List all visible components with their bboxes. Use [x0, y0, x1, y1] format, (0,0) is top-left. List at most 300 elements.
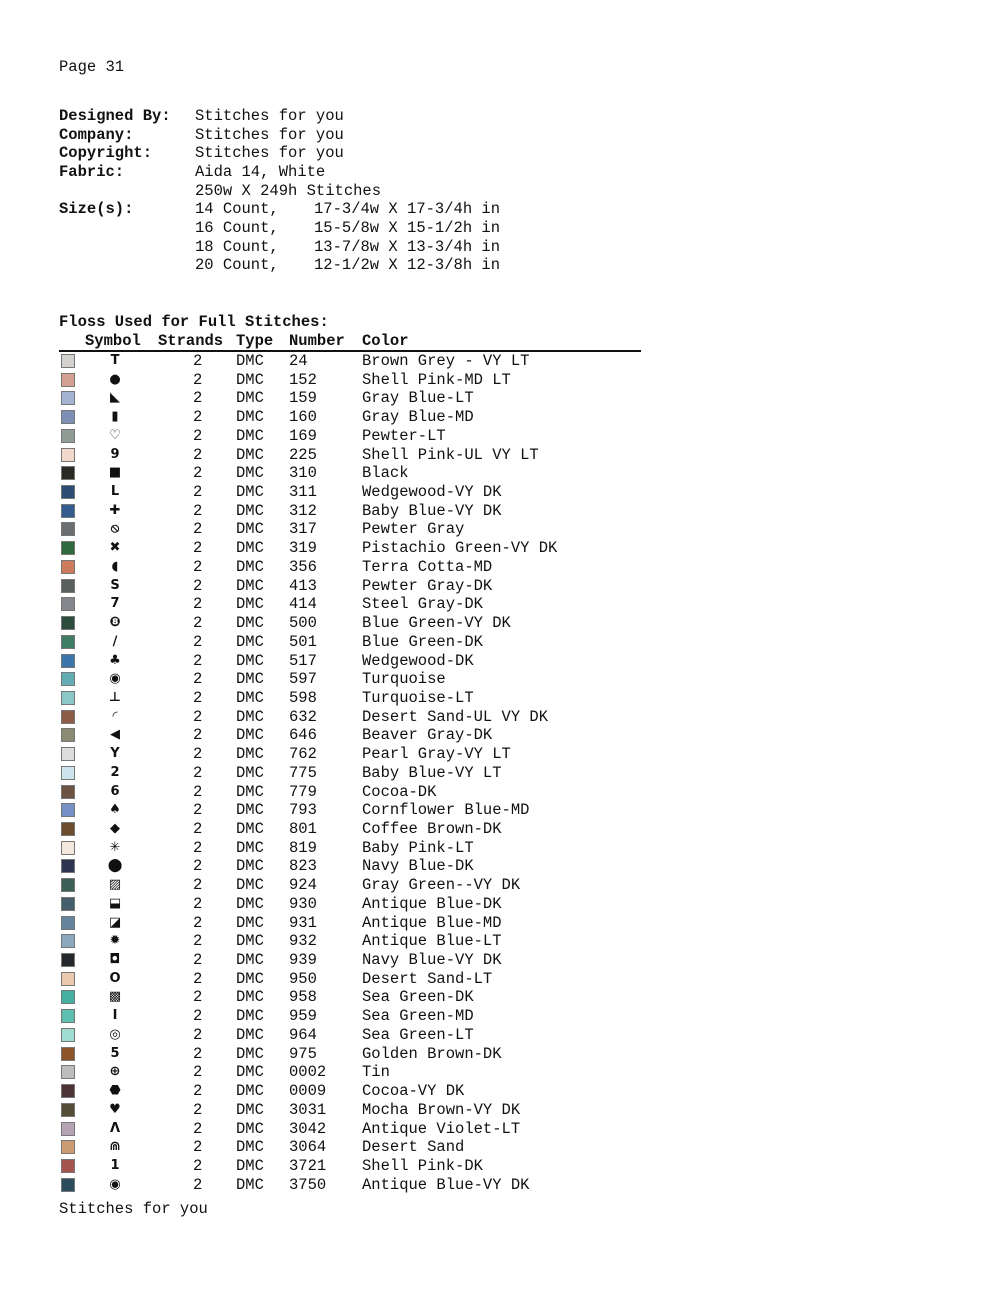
color-name-cell: Antique Blue-MD	[362, 913, 502, 932]
color-name-cell: Coffee Brown-DK	[362, 820, 502, 838]
floss-row	[0, 932, 700, 950]
company-label: Company:	[59, 126, 134, 144]
color-name-cell: Desert Sand-LT	[362, 969, 493, 988]
symbol-glyph: S	[110, 577, 120, 593]
symbol-glyph: L	[110, 484, 120, 500]
footer-text: Stitches for you	[59, 1200, 208, 1218]
number-cell: 0009	[289, 1082, 327, 1101]
color-swatch	[61, 841, 75, 855]
color-name-cell: Gray Blue-MD	[362, 408, 474, 427]
header-strands: Strands	[158, 332, 224, 350]
symbol-glyph: ▮	[111, 409, 119, 425]
symbol-glyph: ∕	[112, 633, 118, 649]
strands-cell: 2	[193, 726, 203, 745]
color-swatch	[61, 822, 75, 836]
symbol-glyph: O	[109, 970, 121, 986]
strands-cell: 2	[193, 820, 203, 838]
number-cell: 311	[289, 483, 317, 502]
symbol-glyph: ◣	[110, 390, 120, 406]
color-swatch	[61, 1028, 75, 1042]
symbol-glyph: ⦸	[110, 521, 120, 537]
size-count: 20 Count,	[195, 256, 279, 274]
number-cell: 779	[289, 782, 317, 801]
number-cell: 413	[289, 576, 317, 595]
type-cell: DMC	[236, 894, 264, 913]
floss-row	[0, 876, 700, 894]
symbol-glyph: 1	[110, 1157, 120, 1173]
type-cell: DMC	[236, 932, 264, 951]
number-cell: 3721	[289, 1156, 327, 1175]
number-cell: 500	[289, 614, 317, 633]
color-swatch	[61, 1047, 75, 1061]
color-name-cell: Pewter Gray	[362, 520, 465, 539]
type-cell: DMC	[236, 352, 264, 370]
color-name-cell: Desert Sand	[362, 1138, 465, 1157]
floss-row	[0, 820, 700, 838]
color-swatch	[61, 1065, 75, 1079]
floss-row	[0, 408, 700, 426]
strands-cell: 2	[193, 1175, 203, 1194]
type-cell: DMC	[236, 408, 264, 427]
floss-row	[0, 783, 700, 801]
symbol-glyph: 2	[110, 764, 120, 780]
color-swatch	[61, 391, 75, 405]
color-swatch	[61, 1103, 75, 1117]
strands-cell: 2	[193, 745, 203, 764]
symbol-glyph: ♣	[109, 652, 121, 668]
color-name-cell: Wedgewood-DK	[362, 651, 474, 670]
symbol-glyph: ♡	[109, 427, 121, 443]
strands-cell: 2	[193, 876, 203, 895]
strands-cell: 2	[193, 688, 203, 707]
color-name-cell: Shell Pink-DK	[362, 1156, 483, 1175]
type-cell: DMC	[236, 632, 264, 651]
designed-by-label: Designed By:	[59, 107, 171, 125]
symbol-glyph: ■	[108, 465, 122, 481]
type-cell: DMC	[236, 1063, 264, 1082]
color-swatch	[61, 728, 75, 742]
color-name-cell: Turquoise	[362, 670, 446, 689]
color-name-cell: Baby Blue-VY LT	[362, 763, 502, 782]
symbol-glyph: ♠	[109, 802, 121, 818]
color-name-cell: Antique Violet-LT	[362, 1119, 521, 1138]
color-swatch	[61, 597, 75, 611]
floss-row	[0, 1157, 700, 1175]
floss-row	[0, 389, 700, 407]
strands-cell: 2	[193, 1063, 203, 1082]
floss-row	[0, 689, 700, 707]
company-value: Stitches for you	[195, 126, 344, 144]
number-cell: 24	[289, 352, 308, 370]
type-cell: DMC	[236, 1025, 264, 1044]
number-cell: 414	[289, 595, 317, 614]
color-name-cell: Pewter-LT	[362, 426, 446, 445]
copyright-value: Stitches for you	[195, 144, 344, 162]
type-cell: DMC	[236, 445, 264, 464]
type-cell: DMC	[236, 1119, 264, 1138]
symbol-glyph: ❽	[109, 615, 121, 631]
type-cell: DMC	[236, 857, 264, 876]
strands-cell: 2	[193, 1044, 203, 1063]
number-cell: 598	[289, 688, 317, 707]
size-count: 18 Count,	[195, 238, 279, 256]
number-cell: 632	[289, 707, 317, 726]
color-name-cell: Blue Green-DK	[362, 632, 483, 651]
color-swatch	[61, 522, 75, 536]
color-swatch	[61, 934, 75, 948]
symbol-glyph: I	[112, 1008, 118, 1024]
color-name-cell: Wedgewood-VY DK	[362, 483, 502, 502]
floss-row	[0, 839, 700, 857]
floss-row	[0, 558, 700, 576]
type-cell: DMC	[236, 820, 264, 838]
type-cell: DMC	[236, 651, 264, 670]
number-cell: 975	[289, 1044, 317, 1063]
color-swatch	[61, 466, 75, 480]
color-swatch	[61, 373, 75, 387]
number-cell: 932	[289, 932, 317, 951]
color-name-cell: Gray Blue-LT	[362, 389, 474, 408]
floss-title: Floss Used for Full Stitches:	[59, 313, 329, 331]
strands-cell: 2	[193, 445, 203, 464]
strands-cell: 2	[193, 988, 203, 1007]
floss-row	[0, 595, 700, 613]
number-cell: 930	[289, 894, 317, 913]
floss-row	[0, 633, 700, 651]
symbol-glyph: ✳	[109, 839, 121, 855]
symbol-glyph: ▩	[108, 989, 122, 1005]
fabric-value: Aida 14, White	[195, 163, 326, 181]
floss-row	[0, 352, 700, 370]
strands-cell: 2	[193, 894, 203, 913]
number-cell: 356	[289, 557, 317, 576]
type-cell: DMC	[236, 1007, 264, 1026]
symbol-glyph: ✹	[109, 933, 121, 949]
number-cell: 819	[289, 838, 317, 857]
floss-row	[0, 857, 700, 875]
floss-row	[0, 614, 700, 632]
symbol-glyph: ▨	[108, 877, 122, 893]
type-cell: DMC	[236, 988, 264, 1007]
color-name-cell: Sea Green-MD	[362, 1007, 474, 1026]
floss-row	[0, 914, 700, 932]
color-swatch	[61, 897, 75, 911]
color-name-cell: Tin	[362, 1063, 390, 1082]
color-name-cell: Pistachio Green-VY DK	[362, 539, 558, 558]
strands-cell: 2	[193, 951, 203, 970]
strands-cell: 2	[193, 539, 203, 558]
number-cell: 924	[289, 876, 317, 895]
strands-cell: 2	[193, 1138, 203, 1157]
strands-cell: 2	[193, 614, 203, 633]
number-cell: 517	[289, 651, 317, 670]
number-cell: 317	[289, 520, 317, 539]
strands-cell: 2	[193, 557, 203, 576]
symbol-glyph: ⊕	[109, 1064, 121, 1080]
floss-row	[0, 1138, 700, 1156]
color-swatch	[61, 654, 75, 668]
type-cell: DMC	[236, 1082, 264, 1101]
symbol-glyph: 9	[110, 446, 120, 462]
strands-cell: 2	[193, 913, 203, 932]
strands-cell: 2	[193, 1100, 203, 1119]
floss-row	[0, 970, 700, 988]
strands-cell: 2	[193, 483, 203, 502]
type-cell: DMC	[236, 426, 264, 445]
number-cell: 3064	[289, 1138, 327, 1157]
strands-cell: 2	[193, 932, 203, 951]
type-cell: DMC	[236, 876, 264, 895]
type-cell: DMC	[236, 389, 264, 408]
color-name-cell: Antique Blue-LT	[362, 932, 502, 951]
type-cell: DMC	[236, 951, 264, 970]
type-cell: DMC	[236, 1044, 264, 1063]
type-cell: DMC	[236, 670, 264, 689]
color-name-cell: Turquoise-LT	[362, 688, 474, 707]
number-cell: 310	[289, 464, 317, 483]
color-swatch	[61, 710, 75, 724]
color-swatch	[61, 878, 75, 892]
symbol-glyph: ◜	[112, 708, 118, 724]
floss-row	[0, 988, 700, 1006]
symbol-glyph: ◆	[110, 821, 120, 836]
floss-row	[0, 371, 700, 389]
color-name-cell: Black	[362, 464, 409, 483]
type-cell: DMC	[236, 688, 264, 707]
symbol-glyph: ◖	[111, 558, 119, 574]
symbol-glyph: ⋒	[109, 1139, 121, 1155]
type-cell: DMC	[236, 838, 264, 857]
strands-cell: 2	[193, 1156, 203, 1175]
color-swatch	[61, 616, 75, 630]
number-cell: 3042	[289, 1119, 327, 1138]
number-cell: 823	[289, 857, 317, 876]
floss-row	[0, 726, 700, 744]
color-swatch	[61, 1159, 75, 1173]
type-cell: DMC	[236, 557, 264, 576]
floss-row	[0, 1045, 700, 1063]
symbol-glyph: ♥	[109, 1101, 121, 1117]
color-swatch	[61, 766, 75, 780]
strands-cell: 2	[193, 651, 203, 670]
number-cell: 775	[289, 763, 317, 782]
strands-cell: 2	[193, 1007, 203, 1026]
strands-cell: 2	[193, 707, 203, 726]
type-cell: DMC	[236, 1100, 264, 1119]
number-cell: 597	[289, 670, 317, 689]
number-cell: 319	[289, 539, 317, 558]
size-dims: 17-3/4w X 17-3/4h in	[314, 200, 501, 218]
color-swatch	[61, 672, 75, 686]
floss-row	[0, 1007, 700, 1025]
type-cell: DMC	[236, 726, 264, 745]
color-name-cell: Cornflower Blue-MD	[362, 801, 530, 820]
symbol-glyph: Ʌ	[109, 1120, 121, 1136]
color-name-cell: Cocoa-VY DK	[362, 1082, 465, 1101]
color-swatch	[61, 429, 75, 443]
color-name-cell: Terra Cotta-MD	[362, 557, 493, 576]
strands-cell: 2	[193, 426, 203, 445]
number-cell: 501	[289, 632, 317, 651]
color-swatch	[61, 504, 75, 518]
floss-row	[0, 520, 700, 538]
symbol-glyph: ◉	[109, 1176, 121, 1192]
color-swatch	[61, 972, 75, 986]
color-swatch	[61, 448, 75, 462]
symbol-glyph: 6	[110, 783, 120, 799]
color-name-cell: Shell Pink-MD LT	[362, 370, 511, 389]
type-cell: DMC	[236, 913, 264, 932]
sizes-label: Size(s):	[59, 200, 134, 218]
floss-row	[0, 1026, 700, 1044]
strands-cell: 2	[193, 1082, 203, 1101]
number-cell: 225	[289, 445, 317, 464]
color-name-cell: Shell Pink-UL VY LT	[362, 445, 539, 464]
floss-row	[0, 502, 700, 520]
color-name-cell: Pearl Gray-VY LT	[362, 745, 511, 764]
strands-cell: 2	[193, 782, 203, 801]
strands-cell: 2	[193, 501, 203, 520]
floss-row	[0, 951, 700, 969]
number-cell: 801	[289, 820, 317, 838]
strands-cell: 2	[193, 1025, 203, 1044]
color-swatch	[61, 354, 75, 368]
header-symbol: Symbol	[85, 332, 141, 350]
number-cell: 931	[289, 913, 317, 932]
number-cell: 958	[289, 988, 317, 1007]
type-cell: DMC	[236, 1156, 264, 1175]
color-swatch	[61, 1009, 75, 1023]
color-name-cell: Mocha Brown-VY DK	[362, 1100, 521, 1119]
color-name-cell: Brown Grey - VY LT	[362, 352, 530, 370]
type-cell: DMC	[236, 969, 264, 988]
type-cell: DMC	[236, 483, 264, 502]
strands-cell: 2	[193, 857, 203, 876]
floss-row	[0, 895, 700, 913]
number-cell: 939	[289, 951, 317, 970]
floss-row	[0, 764, 700, 782]
color-swatch	[61, 1178, 75, 1192]
symbol-glyph: ⬤	[107, 858, 123, 874]
floss-row	[0, 1176, 700, 1194]
number-cell: 0002	[289, 1063, 327, 1082]
symbol-glyph: 7	[110, 596, 120, 612]
symbol-glyph: ◉	[109, 671, 121, 687]
floss-row	[0, 1082, 700, 1100]
symbol-glyph: ⬓	[108, 895, 122, 911]
type-cell: DMC	[236, 576, 264, 595]
symbol-glyph: T	[110, 353, 120, 368]
type-cell: DMC	[236, 595, 264, 614]
color-name-cell: Blue Green-VY DK	[362, 614, 511, 633]
floss-row	[0, 483, 700, 501]
strands-cell: 2	[193, 464, 203, 483]
strands-cell: 2	[193, 576, 203, 595]
symbol-glyph: ✚	[109, 502, 121, 518]
color-swatch	[61, 579, 75, 593]
type-cell: DMC	[236, 464, 264, 483]
symbol-glyph: 5	[110, 1045, 120, 1061]
type-cell: DMC	[236, 539, 264, 558]
color-swatch	[61, 785, 75, 799]
strands-cell: 2	[193, 408, 203, 427]
header-color: Color	[362, 332, 409, 350]
strands-cell: 2	[193, 595, 203, 614]
designed-by-value: Stitches for you	[195, 107, 344, 125]
header-number: Number	[289, 332, 345, 350]
color-name-cell: Navy Blue-DK	[362, 857, 474, 876]
size-count: 14 Count,	[195, 200, 279, 218]
number-cell: 159	[289, 389, 317, 408]
color-swatch	[61, 691, 75, 705]
symbol-glyph: ◎	[109, 1026, 121, 1042]
type-cell: DMC	[236, 520, 264, 539]
floss-row	[0, 670, 700, 688]
floss-row	[0, 1101, 700, 1119]
floss-row	[0, 1063, 700, 1081]
color-swatch	[61, 560, 75, 574]
number-cell: 3031	[289, 1100, 327, 1119]
strands-cell: 2	[193, 520, 203, 539]
color-name-cell: Golden Brown-DK	[362, 1044, 502, 1063]
color-swatch	[61, 859, 75, 873]
strands-cell: 2	[193, 763, 203, 782]
strands-cell: 2	[193, 389, 203, 408]
symbol-glyph: ⬣	[109, 1083, 121, 1099]
strands-cell: 2	[193, 969, 203, 988]
color-swatch	[61, 635, 75, 649]
number-cell: 169	[289, 426, 317, 445]
color-swatch	[61, 541, 75, 555]
number-cell: 152	[289, 370, 317, 389]
symbol-glyph: ◪	[108, 914, 122, 930]
number-cell: 950	[289, 969, 317, 988]
size-count: 16 Count,	[195, 219, 279, 237]
page-label: Page 31	[59, 58, 125, 76]
color-name-cell: Baby Pink-LT	[362, 838, 474, 857]
symbol-glyph: ◀	[110, 727, 120, 743]
strands-cell: 2	[193, 370, 203, 389]
type-cell: DMC	[236, 745, 264, 764]
fabric-label: Fabric:	[59, 163, 125, 181]
header-type: Type	[236, 332, 274, 350]
strands-cell: 2	[193, 632, 203, 651]
number-cell: 160	[289, 408, 317, 427]
color-name-cell: Navy Blue-VY DK	[362, 951, 502, 970]
size-dims: 13-7/8w X 13-3/4h in	[314, 238, 501, 256]
type-cell: DMC	[236, 614, 264, 633]
type-cell: DMC	[236, 370, 264, 389]
color-name-cell: Sea Green-LT	[362, 1025, 474, 1044]
strands-cell: 2	[193, 838, 203, 857]
number-cell: 762	[289, 745, 317, 764]
color-swatch	[61, 747, 75, 761]
type-cell: DMC	[236, 782, 264, 801]
floss-row	[0, 427, 700, 445]
floss-row	[0, 446, 700, 464]
color-swatch	[61, 1122, 75, 1136]
symbol-glyph: ⊥	[109, 689, 121, 705]
stitch-count: 250w X 249h Stitches	[195, 182, 382, 200]
color-name-cell: Antique Blue-DK	[362, 894, 502, 913]
symbol-glyph: ◘	[109, 952, 121, 968]
color-name-cell: Cocoa-DK	[362, 782, 437, 801]
number-cell: 312	[289, 501, 317, 520]
number-cell: 793	[289, 801, 317, 820]
color-swatch	[61, 410, 75, 424]
color-name-cell: Antique Blue-VY DK	[362, 1175, 530, 1194]
color-name-cell: Desert Sand-UL VY DK	[362, 707, 549, 726]
